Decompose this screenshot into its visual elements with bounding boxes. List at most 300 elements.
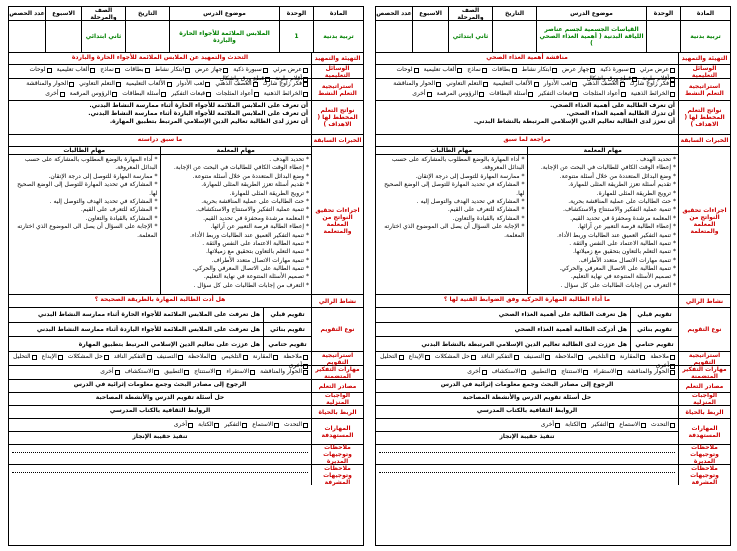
- option-label: عرض مرئي: [272, 66, 302, 73]
- list-item: * الإجابة على السؤال أن يصل الى الموضوع الذي اختارته المعلمة.: [384, 223, 525, 239]
- option-label: أقلام ملونة: [275, 75, 302, 83]
- links-row: [9, 406, 363, 419]
- option-chip[interactable]: [100, 66, 120, 74]
- option-chip[interactable]: [493, 80, 539, 88]
- checkbox[interactable]: [104, 355, 109, 360]
- option-chip[interactable]: [174, 421, 193, 429]
- option-chip[interactable]: [221, 353, 247, 361]
- option-chip[interactable]: [155, 66, 191, 74]
- option-label: سبورة ذكية: [233, 66, 262, 73]
- eval-final-question: هل عززت لدى الطالبة تعاليم الدين الإسلامي المرتبطة بالنشاط البدني: [421, 340, 627, 348]
- list-item: * التعرف من إجابات الطالبات على كل سؤال .: [560, 281, 676, 289]
- checkbox[interactable]: [414, 68, 419, 73]
- checkbox[interactable]: [303, 355, 308, 360]
- checkbox[interactable]: [609, 423, 614, 428]
- option-chip[interactable]: [164, 368, 189, 376]
- checkbox[interactable]: [670, 355, 675, 360]
- checkbox[interactable]: [641, 423, 646, 428]
- option-chip[interactable]: [619, 421, 646, 429]
- checkbox[interactable]: [436, 82, 441, 87]
- option-chip[interactable]: [640, 66, 675, 74]
- option-chip[interactable]: [467, 66, 487, 74]
- eval-formative-question: هل أدركت الطالبة أهمية الغذاء الصحي: [514, 326, 627, 333]
- homework-row: [9, 393, 363, 406]
- checkbox[interactable]: [273, 355, 278, 360]
- option-chip[interactable]: [79, 80, 121, 88]
- checkbox[interactable]: [528, 92, 533, 97]
- option-chip[interactable]: [600, 66, 634, 74]
- skills-row: [376, 419, 730, 445]
- option-chip[interactable]: [70, 90, 118, 98]
- checkbox[interactable]: [471, 355, 476, 360]
- option-chip[interactable]: [396, 66, 418, 74]
- checkbox[interactable]: [425, 355, 430, 360]
- sources-row: [376, 380, 730, 393]
- option-chip[interactable]: [489, 90, 533, 98]
- option-chip[interactable]: [45, 90, 64, 98]
- list-item: * تنمية التعلم بالتعاون بتحقيق مع زميلاتها.: [205, 248, 309, 256]
- checkbox[interactable]: [483, 82, 488, 87]
- option-label: لوحات: [29, 66, 46, 73]
- option-label: الاستقراء: [226, 368, 250, 376]
- list-item: * وضع البدائل المتعددة من خلال أسئلة متنوعة.: [192, 172, 309, 180]
- option-chip[interactable]: [215, 80, 257, 88]
- option-chip[interactable]: [13, 353, 37, 361]
- option-label: حل المشكلات: [434, 353, 470, 360]
- checkbox[interactable]: [303, 423, 308, 428]
- option-chip[interactable]: [565, 421, 586, 429]
- option-chip[interactable]: [114, 353, 152, 361]
- list-item: * المشاركة للتعرف على القيم.: [80, 206, 158, 214]
- option-chip[interactable]: [541, 421, 560, 429]
- list-item: * تنمية مهارات الاتصال متعدد الأطراف.: [578, 256, 676, 264]
- checkbox[interactable]: [670, 370, 675, 375]
- eval-pre-question: هل تعرفت على الملابس الملائمة للأجواء الحارة أثناء ممارسة النشاط البدني: [38, 311, 260, 319]
- option-chip[interactable]: [252, 421, 279, 429]
- option-label: سبورة ذكية: [600, 66, 629, 73]
- option-chip[interactable]: [593, 368, 622, 376]
- eval-final-key: تقويم ختامي: [630, 337, 678, 351]
- list-item: * المشاركة للتعرف على القيم.: [447, 206, 525, 214]
- checkbox[interactable]: [670, 82, 675, 87]
- checkbox[interactable]: [670, 423, 675, 428]
- option-label: حل المشكلات: [67, 353, 103, 360]
- checkbox[interactable]: [552, 68, 557, 73]
- option-chip[interactable]: [380, 353, 404, 361]
- option-chip[interactable]: [481, 353, 519, 361]
- checkbox[interactable]: [610, 355, 615, 360]
- option-chip[interactable]: [424, 66, 463, 74]
- checkbox[interactable]: [188, 423, 193, 428]
- header-week-label: الاسبوع: [413, 7, 448, 21]
- thinking-options: [376, 366, 678, 379]
- option-chip[interactable]: [620, 353, 646, 361]
- header-periods-value: [376, 21, 412, 52]
- checkbox[interactable]: [512, 68, 517, 73]
- option-label: أخرى: [412, 90, 426, 98]
- option-label: أسئلة البطاقات: [489, 90, 528, 98]
- intro-label: التهيئة والتمهيد: [311, 53, 363, 64]
- procedures-label: اجراءات تحقيق النواتج من المعلمة والمتعلمة: [678, 147, 730, 294]
- option-chip[interactable]: [194, 368, 221, 376]
- option-chip[interactable]: [177, 80, 211, 88]
- checkbox[interactable]: [161, 92, 166, 97]
- option-chip[interactable]: [393, 80, 441, 88]
- list-item: * أداء المهارة بالوضع المطلوب بالمشاركة على حسب البدائل المعروفة.: [24, 156, 158, 172]
- header-date-value: [493, 21, 536, 52]
- checkbox[interactable]: [154, 370, 159, 375]
- checkbox[interactable]: [303, 370, 308, 375]
- list-item: * إعطاء الطالبة فرصة التعبير عن آرائها.: [210, 223, 309, 231]
- option-chip[interactable]: [198, 421, 219, 429]
- option-label: التطبيق: [531, 368, 551, 376]
- aids-row: [9, 64, 363, 83]
- option-label: قبعات التفكير: [171, 90, 206, 98]
- checkbox[interactable]: [205, 82, 210, 87]
- option-chip[interactable]: [29, 66, 51, 74]
- sources-label: مصادر التعلم: [311, 380, 363, 392]
- sources-label: مصادر التعلم: [678, 380, 730, 392]
- checkbox[interactable]: [184, 370, 189, 375]
- checkbox[interactable]: [514, 355, 519, 360]
- option-chip[interactable]: [100, 368, 119, 376]
- prior-row: [9, 135, 363, 147]
- option-chip[interactable]: [264, 90, 308, 98]
- option-label: التحدث: [651, 420, 669, 428]
- option-label: لعب الأدوار: [176, 80, 205, 88]
- checkbox[interactable]: [253, 82, 258, 87]
- checkbox[interactable]: [640, 355, 645, 360]
- checkbox[interactable]: [521, 370, 526, 375]
- checkbox[interactable]: [482, 370, 487, 375]
- option-chip[interactable]: [195, 66, 228, 74]
- option-chip[interactable]: [125, 66, 150, 74]
- list-item: * ممارسة المهارة للتوصل إلى درجة الإتقان.: [415, 172, 525, 180]
- option-label: الاستكشاف: [124, 368, 154, 376]
- option-label: بطاقات: [491, 66, 511, 73]
- option-label: قطع ورق واشكال: [586, 75, 632, 83]
- option-label: العصف الذهني: [582, 80, 619, 88]
- option-label: عرض مرئي: [639, 66, 669, 73]
- option-chip[interactable]: [435, 353, 476, 361]
- checkbox[interactable]: [303, 68, 308, 73]
- checkbox[interactable]: [581, 423, 586, 428]
- checkbox[interactable]: [206, 92, 211, 97]
- prior-text: ما سبق دراسته: [137, 136, 183, 143]
- student-tasks-list: [376, 155, 527, 294]
- option-label: التحليل: [380, 353, 398, 360]
- option-label: ملاحظة: [283, 353, 302, 360]
- list-item: * تقديم أسئلة تعزز الطريقة المثلى للمهارة.: [201, 181, 309, 189]
- option-label: جهاز عرض: [562, 66, 590, 73]
- option-label: ابتكار نشاط: [154, 66, 185, 73]
- checkbox[interactable]: [112, 92, 117, 97]
- option-chip[interactable]: [582, 80, 624, 88]
- checkbox[interactable]: [578, 355, 583, 360]
- sources-row: [9, 380, 363, 393]
- option-chip[interactable]: [412, 90, 431, 98]
- option-label: التعلم التعاوني: [79, 80, 115, 88]
- checkbox[interactable]: [147, 355, 152, 360]
- option-chip[interactable]: [260, 368, 308, 376]
- student-tasks-header: مهام الطالبات: [430, 147, 473, 154]
- option-label: الكتابة: [198, 420, 214, 428]
- homework-label: الواجبات المنزلية: [678, 393, 730, 405]
- option-chip[interactable]: [57, 66, 96, 74]
- option-chip[interactable]: [588, 353, 614, 361]
- option-label: فكر زاوج شارك: [629, 80, 669, 88]
- list-item: * تحديد الهدف .: [269, 156, 309, 163]
- student-tasks-header: مهام الطالبات: [63, 147, 106, 154]
- list-item: أن تعزز لدى الطالبة تعاليم الدين الإسلامي المرتبط بتطبيق المهارة.: [109, 118, 308, 126]
- list-item: * تصميم الأسئلة المتنوعة في نهاية التعليم.: [570, 273, 676, 281]
- option-label: ملاحظة: [650, 353, 669, 360]
- checkbox[interactable]: [178, 355, 183, 360]
- option-chip[interactable]: [437, 90, 485, 98]
- checkbox[interactable]: [243, 355, 248, 360]
- header-table: [9, 7, 363, 53]
- checkbox[interactable]: [555, 423, 560, 428]
- option-chip[interactable]: [125, 368, 160, 376]
- checkbox[interactable]: [115, 68, 120, 73]
- links-row: [376, 406, 730, 419]
- option-chip[interactable]: [224, 421, 247, 429]
- option-chip[interactable]: [284, 421, 308, 429]
- remarks-row: [9, 445, 363, 465]
- checkbox[interactable]: [670, 68, 675, 73]
- aids-label: الوسائل التعليمية: [678, 65, 730, 78]
- prior-text: مراجعة لما سبق: [503, 136, 551, 143]
- header-lesson-value: الملابس الملائمة للأجواء الحارة والباردة: [179, 29, 270, 44]
- option-chip[interactable]: [42, 353, 63, 361]
- list-item: * المشاركة في تحديد الهدف والتوصل إليه .: [49, 197, 158, 205]
- option-chip[interactable]: [583, 90, 626, 98]
- checkbox[interactable]: [216, 370, 221, 375]
- option-chip[interactable]: [157, 353, 183, 361]
- list-item: * تنمية التفكير العميق عند الطالبات وربط الأداء.: [189, 231, 309, 239]
- option-label: التفكير: [224, 420, 242, 428]
- header-grade-label: الصف والمرحلة: [82, 7, 125, 21]
- option-chip[interactable]: [122, 90, 166, 98]
- option-chip[interactable]: [226, 368, 255, 376]
- checkbox[interactable]: [457, 68, 462, 73]
- list-item: * تنمية عملية التفكير والاستنتاج والاستكشاف.: [563, 206, 676, 214]
- teacher-tasks-list: [160, 155, 312, 294]
- option-label: الرؤوس المرقمة: [436, 90, 479, 98]
- option-chip[interactable]: [538, 90, 578, 98]
- option-label: التصنيف: [156, 353, 177, 360]
- option-chip[interactable]: [651, 421, 675, 429]
- remarks-row: [376, 445, 730, 465]
- option-label: الملاحظة: [187, 353, 211, 360]
- list-item: * ترويج الطريقة المثلى للمهارة.: [229, 189, 309, 197]
- checkbox[interactable]: [303, 82, 308, 87]
- checkbox[interactable]: [620, 82, 625, 87]
- list-item: * إعطاء الوقت الكافي للطالبات في البحث عن الإجابة.: [173, 164, 309, 172]
- option-chip[interactable]: [562, 66, 595, 74]
- option-chip[interactable]: [524, 353, 550, 361]
- option-label: التصنيف: [523, 353, 544, 360]
- checkbox[interactable]: [303, 92, 308, 97]
- header-periods-label: عدد الحصص: [9, 7, 45, 21]
- checkbox[interactable]: [621, 92, 626, 97]
- closing-row: [376, 295, 730, 308]
- checkbox[interactable]: [573, 92, 578, 97]
- option-label: لعب الأدوار: [543, 80, 572, 88]
- checkbox[interactable]: [479, 92, 484, 97]
- option-label: التلخيص: [588, 353, 609, 360]
- teacher-tasks-list: [527, 155, 679, 294]
- checkbox[interactable]: [670, 92, 675, 97]
- option-label: بطاقات: [124, 66, 144, 73]
- checkbox[interactable]: [250, 370, 255, 375]
- checkbox[interactable]: [545, 355, 550, 360]
- checkbox[interactable]: [60, 92, 65, 97]
- header-unit-value: 1: [294, 33, 299, 40]
- list-item: * تنمية الطالبة على الاتصال المعرفي والحركي.: [559, 265, 676, 273]
- thinking-label: مهارات التفكير المتضمنة: [678, 366, 730, 379]
- checkbox[interactable]: [583, 370, 588, 375]
- option-label: التلخيص: [221, 353, 242, 360]
- option-label: الاستماع: [252, 420, 274, 428]
- list-item: * المشاركة في تحديد المهارة للتوصل إلى الوضع الصحيح لها.: [384, 181, 525, 197]
- checkbox[interactable]: [617, 370, 622, 375]
- header-subject-value: تربية بدنية: [690, 33, 721, 40]
- checkbox[interactable]: [590, 68, 595, 73]
- option-chip[interactable]: [283, 353, 308, 361]
- option-label: الحوار والمناقشة: [26, 80, 69, 88]
- option-chip[interactable]: [522, 66, 558, 74]
- option-chip[interactable]: [68, 353, 109, 361]
- eval-formative-key: تقويم بنائي: [263, 323, 311, 337]
- list-item: * ممارسة المهارة للتوصل إلى درجة الإتقان.: [48, 172, 158, 180]
- option-chip[interactable]: [126, 80, 172, 88]
- option-label: التفكير الناقد: [113, 353, 146, 360]
- eval-type-label: نوع التقويم: [311, 308, 363, 351]
- option-chip[interactable]: [555, 353, 583, 361]
- checkbox[interactable]: [115, 370, 120, 375]
- checkbox[interactable]: [58, 355, 63, 360]
- header-date-value: [126, 21, 169, 52]
- option-chip[interactable]: [561, 368, 588, 376]
- option-chip[interactable]: [627, 368, 675, 376]
- list-item: * المشاركة بالقيادة والتعاون.: [85, 214, 158, 222]
- option-chip[interactable]: [171, 90, 211, 98]
- checkbox[interactable]: [223, 68, 228, 73]
- checkbox[interactable]: [534, 82, 539, 87]
- option-chip[interactable]: [531, 368, 556, 376]
- option-chip[interactable]: [273, 66, 308, 74]
- checkbox[interactable]: [399, 355, 404, 360]
- option-chip[interactable]: [26, 80, 74, 88]
- style-label: استراتيجية التقويم: [678, 352, 730, 365]
- header-unit-value: [647, 21, 680, 52]
- option-chip[interactable]: [446, 80, 488, 88]
- header-lesson-label: موضوع الدرس: [170, 7, 279, 21]
- list-item: * المعلمة مرشدة ومحفزة في تحديد القيم.: [203, 214, 309, 222]
- option-chip[interactable]: [544, 80, 578, 88]
- header-table: [376, 7, 730, 53]
- option-label: لوحات: [396, 66, 413, 73]
- option-chip[interactable]: [650, 353, 675, 361]
- strategy-row: [376, 79, 730, 101]
- aids-label: الوسائل التعليمية: [311, 65, 363, 78]
- checkbox[interactable]: [167, 82, 172, 87]
- option-label: التحدث: [284, 420, 302, 428]
- checkbox[interactable]: [211, 355, 216, 360]
- option-chip[interactable]: [467, 368, 486, 376]
- option-label: الحوار والمناقشة: [627, 368, 669, 376]
- thinking-label: مهارات التفكير المتضمنة: [311, 366, 363, 379]
- header-periods-label: عدد الحصص: [376, 7, 412, 21]
- skills-row: [9, 419, 363, 445]
- checkbox[interactable]: [254, 92, 259, 97]
- homework-text: حل أسئلة تقويم الدرس والأنشطة المصاحبة: [462, 394, 592, 401]
- header-periods-value: [9, 21, 45, 52]
- option-chip[interactable]: [188, 353, 216, 361]
- prior-label: الخبرات السابقة: [678, 135, 730, 146]
- option-chip[interactable]: [492, 66, 517, 74]
- checkbox[interactable]: [242, 423, 247, 428]
- checkbox[interactable]: [47, 68, 52, 73]
- option-label: ألعاب تعليمية: [423, 66, 457, 73]
- option-label: الألعاب التعليمية: [492, 80, 533, 88]
- option-chip[interactable]: [492, 368, 527, 376]
- option-label: التطبيق: [164, 368, 184, 376]
- option-label: أخرى: [173, 420, 188, 428]
- strategy-label: استراتيجية التعلم النشط: [311, 79, 363, 100]
- checkbox[interactable]: [482, 68, 487, 73]
- checkbox[interactable]: [214, 423, 219, 428]
- checkbox[interactable]: [274, 423, 279, 428]
- checkbox[interactable]: [427, 92, 432, 97]
- checkbox[interactable]: [69, 82, 74, 87]
- thinking-row: [9, 366, 363, 380]
- list-item: * الإجابة على السؤال أن يصل الى الموضوع الذي اختارته المعلمة.: [17, 223, 158, 239]
- sources-text: الرجوع إلى مصادر البحث وجمع معلومات إثرائية في الدرس: [73, 381, 247, 388]
- checkbox[interactable]: [263, 68, 268, 73]
- option-chip[interactable]: [409, 353, 430, 361]
- checkbox[interactable]: [116, 82, 121, 87]
- option-chip[interactable]: [631, 90, 675, 98]
- option-chip[interactable]: [591, 421, 614, 429]
- student-tasks-list: [9, 155, 160, 294]
- header-lesson-label: موضوع الدرس: [537, 7, 646, 21]
- option-label: أعواد المثلجات: [583, 90, 620, 98]
- checkbox[interactable]: [630, 68, 635, 73]
- header-unit-label: الوحدة: [280, 7, 313, 21]
- header-subject-label: المادة: [314, 7, 363, 21]
- checkbox[interactable]: [90, 68, 95, 73]
- checkbox[interactable]: [185, 68, 190, 73]
- checkbox[interactable]: [32, 355, 37, 360]
- option-chip[interactable]: [630, 80, 675, 88]
- checkbox[interactable]: [551, 370, 556, 375]
- option-chip[interactable]: [253, 353, 279, 361]
- header-grade-value: ثاني ابتدائي: [85, 33, 122, 40]
- remarks-label: ملاحظات وتوجيهات المديرة: [311, 445, 363, 464]
- skills-options: [376, 419, 678, 432]
- option-chip[interactable]: [216, 90, 259, 98]
- strategy-row: [9, 79, 363, 101]
- option-chip[interactable]: [233, 66, 267, 74]
- checkbox[interactable]: [145, 68, 150, 73]
- option-chip[interactable]: [263, 80, 308, 88]
- header-lesson-value: القياسات الجسمية لجسم عناصر اللياقة البدنية ( أهمية الغذاء الصحي ): [539, 26, 644, 47]
- checkbox[interactable]: [572, 82, 577, 87]
- option-label: أسئلة البطاقات: [122, 90, 161, 98]
- list-item: * المشاركة في تحديد الهدف والتوصل إليه .: [416, 197, 525, 205]
